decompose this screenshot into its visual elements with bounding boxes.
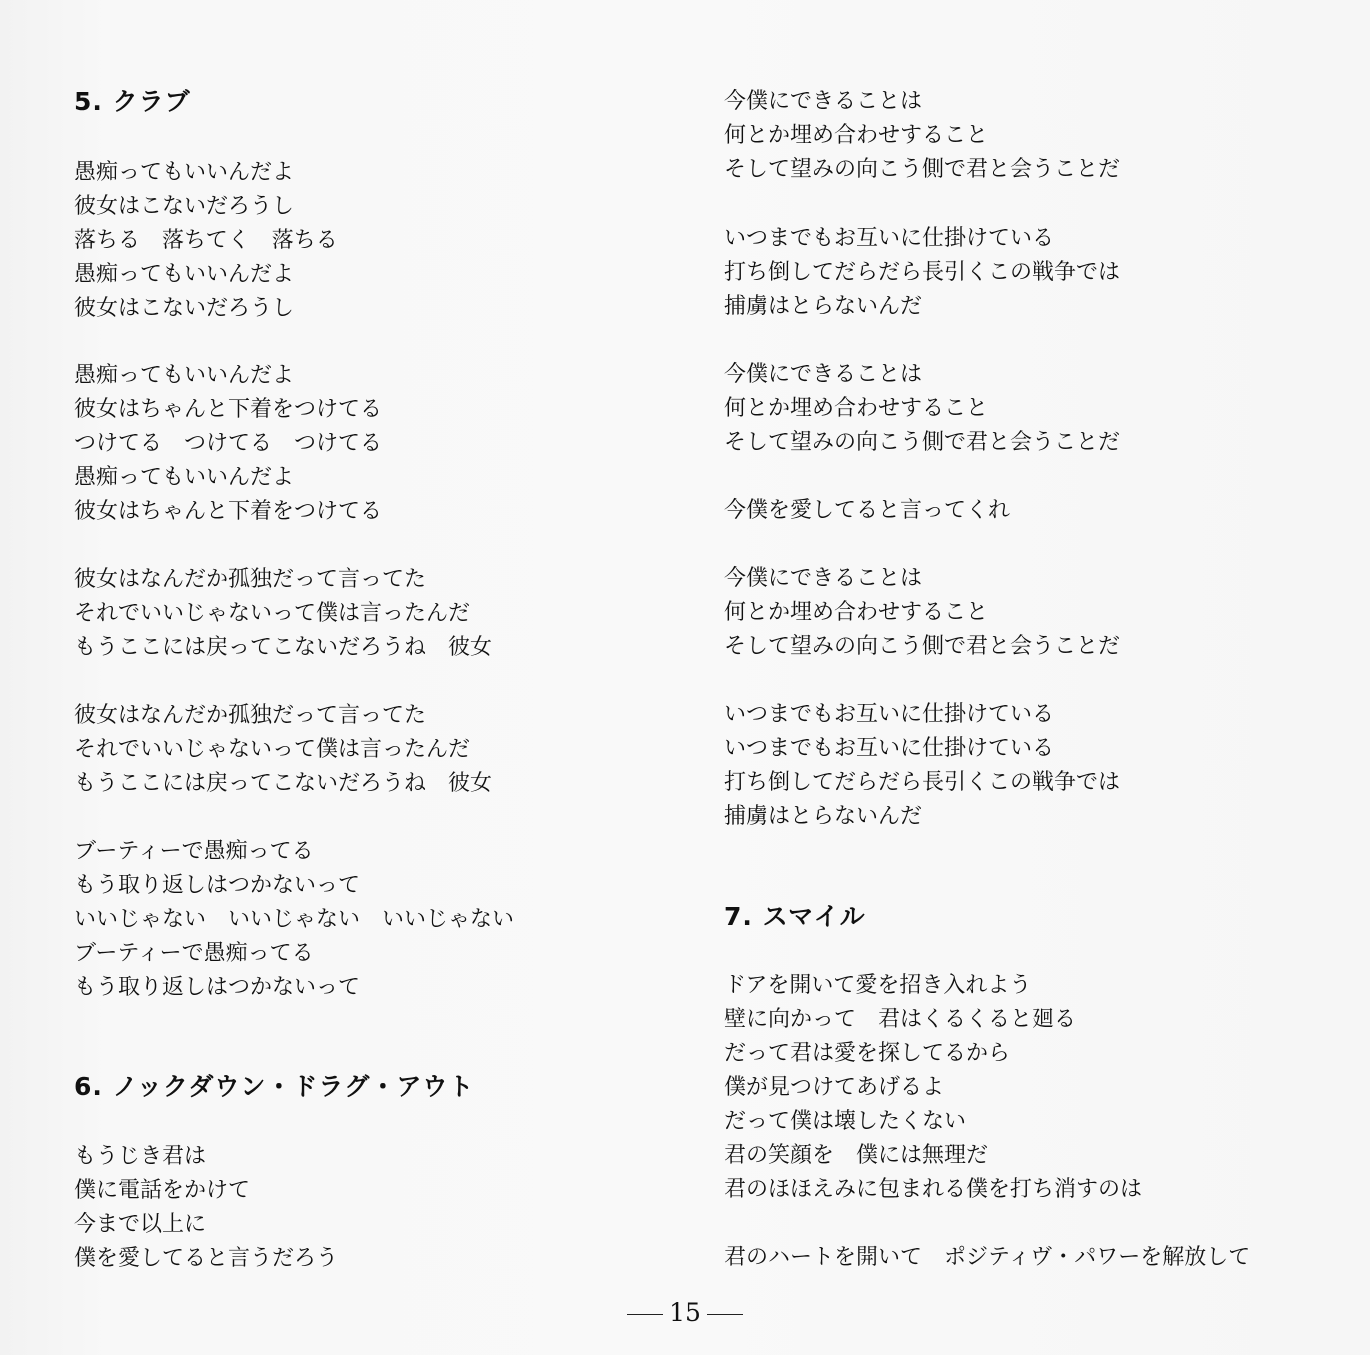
lyric-line: ブーティーで愚痴ってる — [74, 941, 314, 966]
song-title: 6. ノックダウン・ドラグ・アウト — [74, 1072, 475, 1101]
lyric-line: 壁に向かって 君はくるくると廻る — [724, 1007, 1077, 1032]
lyric-line: そして望みの向こう側で君と会うことだ — [724, 634, 1121, 659]
lyric-line: 今僕にできることは — [724, 566, 923, 591]
lyric-line: 打ち倒してだらだら長引くこの戦争では — [724, 260, 1121, 285]
lyric-line: 君の笑顔を 僕には無理だ — [724, 1143, 989, 1168]
lyric-line: 君のハートを開いて ポジティヴ・パワーを解放して — [724, 1245, 1251, 1270]
page-number-text: 15 — [669, 1298, 701, 1327]
lyric-line: 僕に電話をかけて — [74, 1178, 251, 1203]
dash-right — [707, 1314, 743, 1315]
page-number — [0, 1296, 1370, 1330]
lyric-line: 今僕にできることは — [724, 89, 923, 114]
lyric-line: だって君は愛を探してるから — [724, 1041, 1011, 1066]
lyric-line: そして望みの向こう側で君と会うことだ — [724, 430, 1121, 455]
lyric-line: ドアを開いて愛を招き入れよう — [724, 973, 1032, 998]
lyric-line: 捕虜はとらないんだ — [724, 804, 923, 829]
lyric-line: 何とか埋め合わせすること — [724, 396, 989, 421]
lyric-line: 何とか埋め合わせすること — [724, 123, 989, 148]
lyric-line: それでいいじゃないって僕は言ったんだ — [74, 737, 471, 762]
lyric-line: 彼女はなんだか孤独だって言ってた — [74, 567, 427, 592]
lyric-line: もう取り返しはつかないって — [74, 975, 361, 1000]
lyric-line: 僕を愛してると言うだろう — [74, 1246, 339, 1271]
lyric-line: 落ちる 落ちてく 落ちる — [74, 228, 338, 253]
lyric-line: いつまでもお互いに仕掛けている — [724, 226, 1055, 251]
lyric-line: もうここには戻ってこないだろうね 彼女 — [74, 771, 493, 796]
lyric-line: 愚痴ってもいいんだよ — [74, 262, 295, 287]
lyric-line: 彼女はちゃんと下着をつけてる — [74, 397, 383, 422]
lyric-line: 今まで以上に — [74, 1212, 207, 1237]
lyric-line: もうここには戻ってこないだろうね 彼女 — [74, 635, 493, 660]
lyric-line: 愚痴ってもいいんだよ — [74, 160, 295, 185]
lyric-line: 今僕を愛してると言ってくれ — [724, 498, 1011, 523]
lyric-line: いつまでもお互いに仕掛けている — [724, 736, 1055, 761]
lyric-line: 君のほほえみに包まれる僕を打ち消すのは — [724, 1177, 1143, 1202]
lyric-line: もう取り返しはつかないって — [74, 873, 361, 898]
song-title: 7. スマイル — [724, 902, 866, 931]
lyric-line: 彼女はこないだろうし — [74, 296, 295, 321]
lyric-line: いいじゃない いいじゃない いいじゃない — [74, 907, 515, 932]
lyric-line: 捕虜はとらないんだ — [724, 294, 923, 319]
lyric-line: 愚痴ってもいいんだよ — [74, 363, 295, 388]
lyric-line: そして望みの向こう側で君と会うことだ — [724, 157, 1121, 182]
lyric-line: 彼女はちゃんと下着をつけてる — [74, 499, 383, 524]
lyric-line: 何とか埋め合わせすること — [724, 600, 989, 625]
lyric-line: 今僕にできることは — [724, 362, 923, 387]
lyric-line: それでいいじゃないって僕は言ったんだ — [74, 601, 471, 626]
dash-left — [627, 1314, 663, 1315]
lyric-line: ブーティーで愚痴ってる — [74, 839, 314, 864]
lyric-line: 愚痴ってもいいんだよ — [74, 465, 295, 490]
lyric-line: だって僕は壊したくない — [724, 1109, 967, 1134]
lyric-line: 僕が見つけてあげるよ — [724, 1075, 945, 1100]
lyric-line: 彼女はなんだか孤独だって言ってた — [74, 703, 427, 728]
song-title: 5. クラブ — [74, 87, 191, 116]
lyric-line: 打ち倒してだらだら長引くこの戦争では — [724, 770, 1121, 795]
lyric-line: いつまでもお互いに仕掛けている — [724, 702, 1055, 727]
lyric-line: つけてる つけてる つけてる — [74, 431, 383, 456]
lyric-line: もうじき君は — [74, 1144, 207, 1169]
lyric-line: 彼女はこないだろうし — [74, 194, 295, 219]
